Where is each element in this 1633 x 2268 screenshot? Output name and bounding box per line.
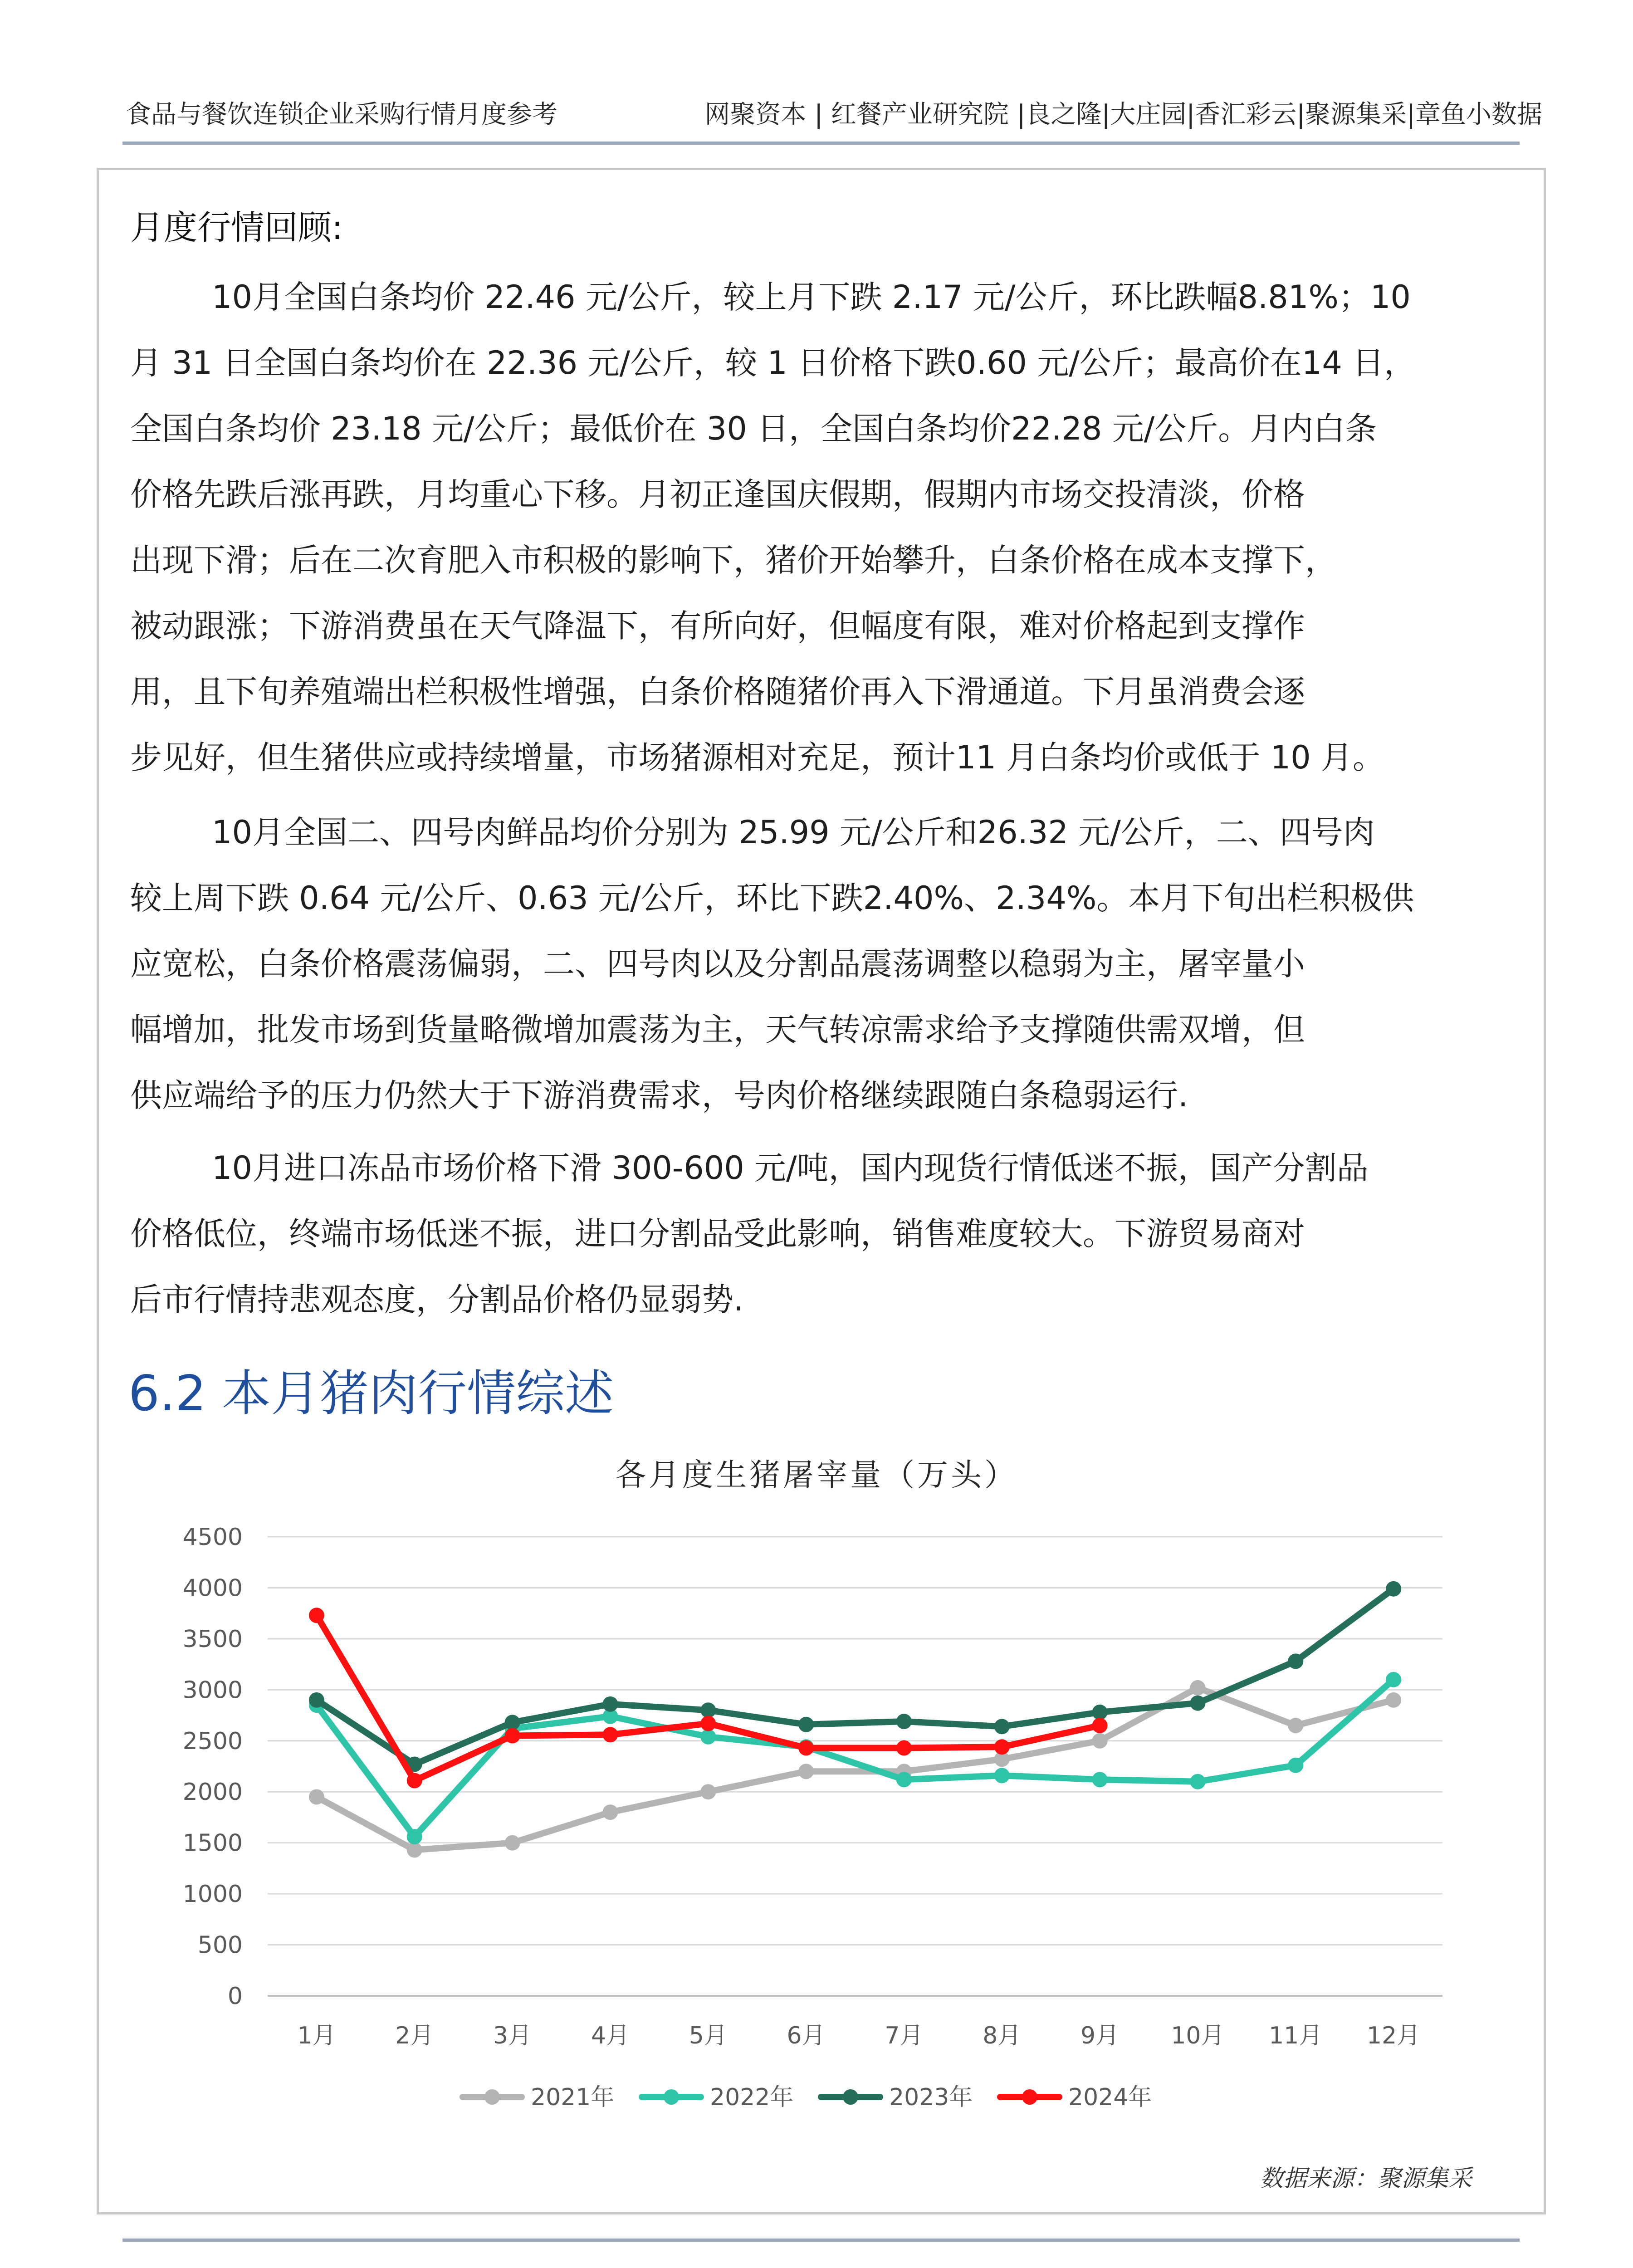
paragraph-white-strip — [130, 264, 1536, 791]
paragraph-line: 月 31 日全国白条均价在 22.36 元/公斤，较 1 日价格下跌0.60 元/公斤；最高价在14 日， — [130, 344, 1416, 381]
paragraph-line: 价格先跌后涨再跌，月均重心下移。月初正逢国庆假期，假期内市场交投清淡，价格 — [130, 476, 1305, 513]
y-tick-label: 4000 — [182, 1574, 243, 1602]
x-tick-label: 6月 — [787, 2022, 826, 2049]
data-point — [1092, 1733, 1108, 1749]
legend-label: 2021年 — [531, 2084, 615, 2111]
header-divider — [122, 142, 1520, 145]
legend-label: 2023年 — [889, 2084, 973, 2111]
data-point — [798, 1717, 814, 1732]
chart-y-axis — [183, 1524, 243, 2010]
legend-swatch-marker — [664, 2089, 679, 2105]
data-point — [602, 1804, 618, 1820]
section-title: 6.2 本月猪肉行情综述 — [128, 1365, 614, 1422]
data-point — [1190, 1774, 1205, 1789]
data-point — [994, 1768, 1010, 1783]
data-point — [309, 1608, 324, 1623]
data-point — [602, 1727, 618, 1742]
data-point — [700, 1716, 716, 1731]
data-point — [700, 1702, 716, 1718]
y-tick-label: 500 — [197, 1931, 243, 1959]
chart-x-axis — [297, 2022, 1420, 2049]
data-point — [700, 1784, 716, 1799]
y-tick-label: 1500 — [182, 1829, 243, 1857]
data-point — [896, 1714, 912, 1729]
paragraph-line: 应宽松，白条价格震荡偏弱，二、四号肉以及分割品震荡调整以稳弱为主，屠宰量小 — [130, 945, 1305, 982]
paragraph-line: 供应端给予的压力仍然大于下游消费需求，号肉价格继续跟随白条稳弱运行. — [130, 1077, 1188, 1114]
paragraph-line: 幅增加，批发市场到货量略微增加震荡为主，天气转凉需求给予支撑随供需双增，但 — [130, 1011, 1305, 1048]
data-point — [896, 1740, 912, 1756]
x-tick-label: 12月 — [1366, 2022, 1421, 2049]
legend-item — [1000, 2084, 1152, 2111]
paragraph-cut-meat — [130, 800, 1536, 1129]
chart-title: 各月度生猪屠宰量（万头） — [615, 1457, 1018, 1493]
chart-legend — [463, 2084, 1152, 2111]
y-tick-label: 0 — [227, 1983, 243, 2010]
data-point — [309, 1692, 324, 1708]
y-tick-label: 1000 — [182, 1881, 243, 1908]
paragraph-line: 后市行情持悲观态度，分割品价格仍显弱势. — [130, 1281, 744, 1318]
y-tick-label: 3500 — [182, 1625, 243, 1653]
x-tick-label: 5月 — [689, 2022, 728, 2049]
y-tick-label: 3000 — [182, 1677, 243, 1704]
footer-divider — [122, 2239, 1520, 2242]
paragraph-line: 价格低位，终端市场低迷不振，进口分割品受此影响，销售难度较大。下游贸易商对 — [130, 1215, 1305, 1252]
x-tick-label: 1月 — [297, 2022, 336, 2049]
data-point — [407, 1842, 422, 1857]
data-point — [407, 1829, 422, 1844]
x-tick-label: 9月 — [1081, 2022, 1120, 2049]
data-point — [1092, 1718, 1108, 1733]
data-point — [994, 1739, 1010, 1755]
paragraph-line: 10月全国二、四号肉鲜品均价分别为 25.99 元/公斤和26.32 元/公斤，二、四号肉 — [212, 814, 1375, 851]
legend-item — [642, 2084, 793, 2111]
series-line — [317, 1589, 1393, 1765]
data-point — [1288, 1718, 1303, 1733]
x-tick-label: 2月 — [395, 2022, 434, 2049]
header-left-title: 食品与餐饮连锁企业采购行情月度参考 — [126, 100, 557, 129]
data-point — [896, 1772, 912, 1787]
paragraph-line: 10月进口冻品市场价格下滑 300-600 元/吨，国内现货行情低迷不振，国产分割品 — [212, 1149, 1369, 1187]
legend-label: 2022年 — [710, 2084, 794, 2111]
paragraph-line: 较上周下跌 0.64 元/公斤、0.63 元/公斤，环比下跌2.40%、2.34%。本月下旬出栏积极供 — [130, 880, 1414, 917]
data-point — [700, 1729, 716, 1745]
chart-canvas — [136, 1433, 1497, 2123]
data-point — [1288, 1653, 1303, 1669]
data-point — [994, 1719, 1010, 1734]
data-point — [798, 1740, 814, 1756]
legend-item — [821, 2084, 973, 2111]
x-tick-label: 3月 — [493, 2022, 532, 2049]
legend-swatch-marker — [484, 2089, 500, 2105]
data-point — [505, 1715, 520, 1730]
legend-swatch-marker — [1022, 2089, 1037, 2105]
series-2022年 — [309, 1672, 1401, 1844]
data-point — [1386, 1672, 1401, 1687]
data-point — [407, 1773, 422, 1788]
legend-swatch-marker — [843, 2089, 858, 2105]
x-tick-label: 4月 — [591, 2022, 630, 2049]
data-point — [798, 1764, 814, 1779]
data-point — [505, 1728, 520, 1744]
x-tick-label: 8月 — [983, 2022, 1022, 2049]
data-point — [1190, 1696, 1205, 1711]
x-tick-label: 7月 — [885, 2022, 924, 2049]
data-point — [1092, 1772, 1108, 1787]
y-tick-label: 4500 — [182, 1524, 243, 1551]
paragraph-imported-frozen — [130, 1135, 1536, 1333]
data-point — [1288, 1758, 1303, 1773]
paragraph-line: 用，且下旬养殖端出栏积极性增强，白条价格随猪价再入下滑通道。下月虽消费会逐 — [130, 673, 1305, 710]
chart-series — [309, 1581, 1401, 1858]
data-source-note: 数据来源：聚源集采 — [1259, 2165, 1472, 2192]
data-point — [1386, 1692, 1401, 1708]
data-point — [309, 1789, 324, 1804]
paragraph-line: 出现下滑；后在二次育肥入市积极的影响下，猪价开始攀升，白条价格在成本支撑下， — [130, 542, 1337, 579]
x-tick-label: 11月 — [1269, 2022, 1323, 2049]
data-point — [505, 1835, 520, 1851]
y-tick-label: 2000 — [182, 1779, 243, 1806]
review-title: 月度行情回顾: — [130, 208, 343, 247]
slaughter-volume-chart — [136, 1433, 1497, 2123]
paragraph-line: 步见好，但生猪供应或持续增量，市场猪源相对充足，预计11 月白条均价或低于 10 月。 — [130, 739, 1384, 776]
data-point — [1190, 1680, 1205, 1696]
legend-label: 2024年 — [1068, 2084, 1152, 2111]
paragraph-line: 10月全国白条均价 22.46 元/公斤，较上月下跌 2.17 元/公斤，环比跌幅8.81%；10 — [212, 279, 1411, 316]
data-point — [602, 1696, 618, 1712]
data-point — [1386, 1581, 1401, 1597]
series-2023年 — [309, 1581, 1401, 1772]
data-point — [1092, 1705, 1108, 1720]
paragraph-line: 被动跟涨；下游消费虽在天气降温下，有所向好，但幅度有限，难对价格起到支撑作 — [130, 607, 1305, 645]
paragraph-line: 全国白条均价 23.18 元/公斤；最低价在 30 日，全国白条均价22.28 元/公斤。月内白条 — [130, 410, 1377, 447]
y-tick-label: 2500 — [182, 1727, 243, 1755]
x-tick-label: 10月 — [1171, 2022, 1225, 2049]
header-right-sources: 网聚资本 | 红餐产业研究院 |良之隆|大庄园|香汇彩云|聚源集采|章鱼小数据 — [704, 100, 1542, 129]
legend-item — [463, 2084, 614, 2111]
